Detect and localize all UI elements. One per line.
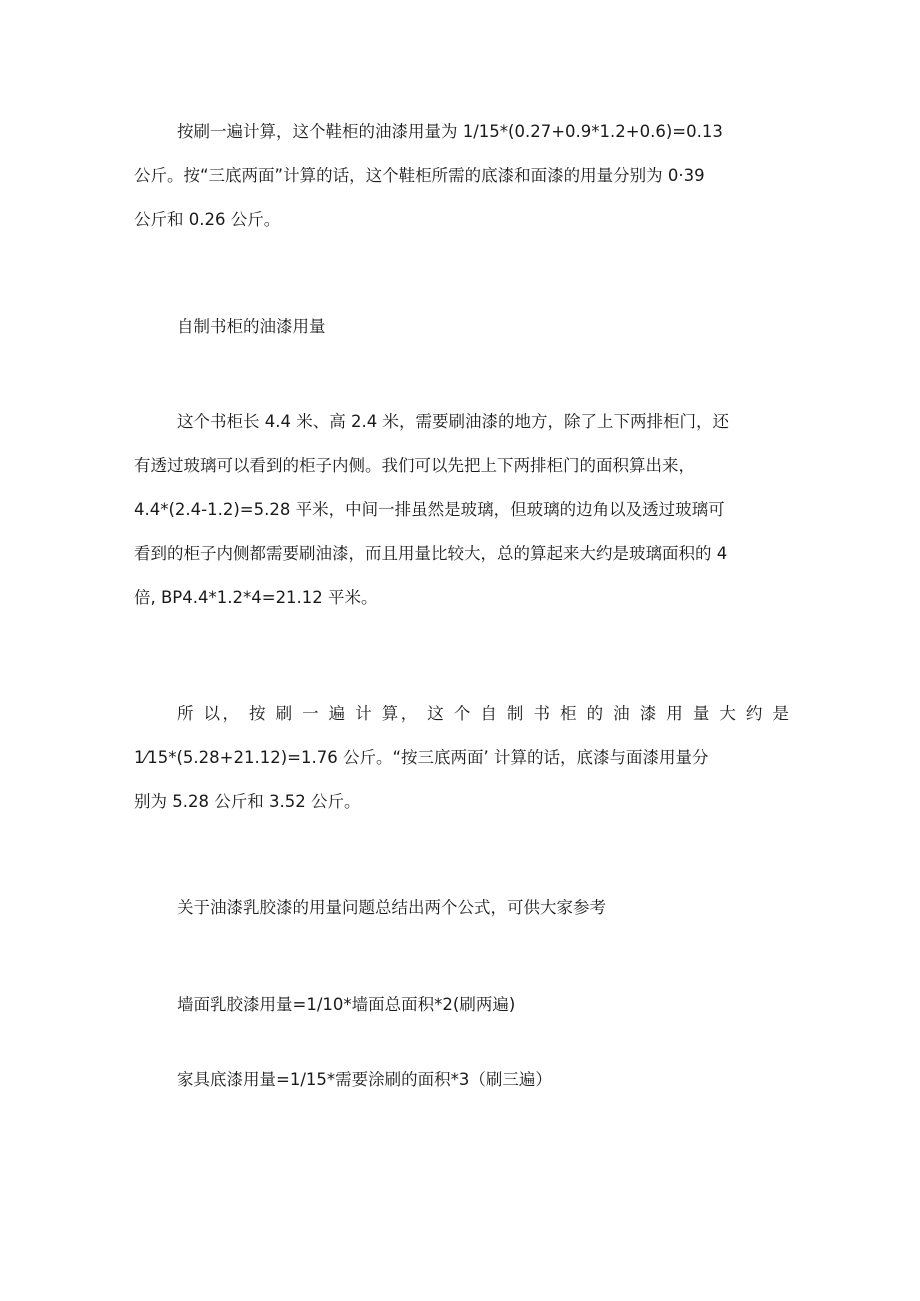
text-line: 有透过玻璃可以看到的柜子内侧。我们可以先把上下两排柜门的面积算出来， (134, 456, 695, 475)
paragraph-bookcase-paint (134, 692, 789, 824)
text-line: 这个书柜长 4.4 米、高 2.4 米，需要刷油漆的地方，除了上下两排柜门，还 (177, 412, 729, 431)
section-heading-bookcase: 自制书柜的油漆用量 (177, 317, 326, 336)
text-line: 别为 5.28 公斤和 3.52 公斤。 (134, 792, 361, 811)
paragraph-bookcase-area (134, 400, 789, 620)
text-line: 倍, BP4.4*1.2*4=21.12 平米。 (134, 588, 378, 607)
text-line: 4.4*(2.4-1.2)=5.28 平米，中间一排虽然是玻璃，但玻璃的边角以及透过玻璃可 (134, 500, 725, 519)
text-line: 看到的柜子内侧都需要刷油漆，而且用量比较大，总的算起来大约是玻璃面积的 4 (134, 544, 728, 563)
text-line: 按刷一遍计算，这个鞋柜的油漆用量为 1/15*(0.27+0.9*1.2+0.6)=0.13 (177, 122, 723, 141)
paragraph-shoe-cabinet (134, 110, 789, 242)
text-line: 公斤。按“三底两面”计算的话，这个鞋柜所需的底漆和面漆的用量分别为 0·39 (134, 166, 705, 185)
formula-intro: 关于油漆乳胶漆的用量问题总结出两个公式，可供大家参考 (177, 898, 606, 917)
text-line: 1⁄15*(5.28+21.12)=1.76 公斤。“按三底两面’ 计算的话，底漆与面漆用量分 (134, 748, 709, 767)
formula-wall-latex: 墙面乳胶漆用量=1/10*墙面总面积*2(刷两遍) (177, 995, 516, 1014)
text-line: 公斤和 0.26 公斤。 (134, 210, 281, 229)
formula-furniture-primer: 家具底漆用量=1/15*需要涂刷的面积*3（刷三遍） (177, 1070, 552, 1089)
text-line: 所 以， 按 刷 一 遍 计 算， 这 个 自 制 书 柜 的 油 漆 用 量 大 约 是 (177, 704, 789, 723)
